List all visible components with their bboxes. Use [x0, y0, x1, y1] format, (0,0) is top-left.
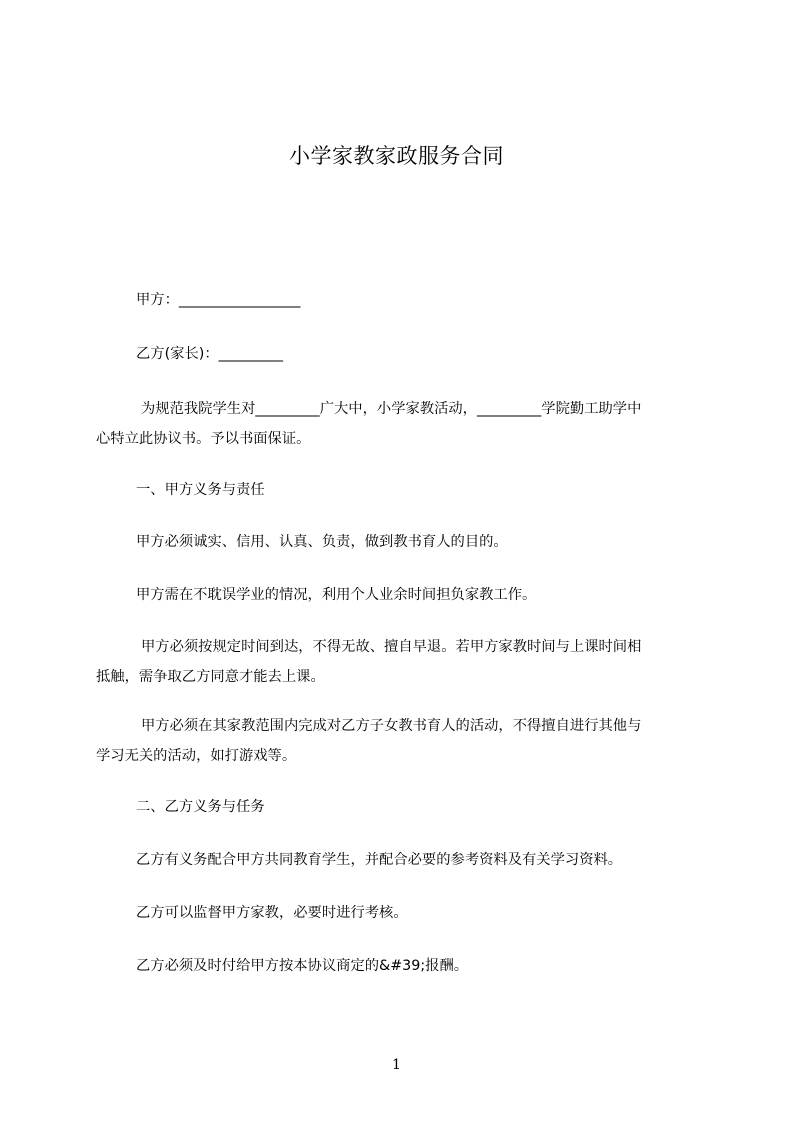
section-1-clause-3-line-1: 甲方必须按规定时间到达，不得无故、擅自早退。若甲方家教时间与上课时间相: [141, 639, 642, 655]
section-2-heading: 二、乙方义务与任务: [136, 799, 265, 815]
section-1-clause-4-line-2: 学习无关的活动，如打游戏等。: [96, 748, 297, 764]
section-2-clause-2: 乙方可以监督甲方家教，必要时进行考核。: [136, 905, 408, 921]
section-2-clause-1: 乙方有义务配合甲方共同教育学生，并配合必要的参考资料及有关学习资料。: [136, 852, 623, 868]
section-1-clause-1: 甲方必须诚实、信用、认真、负责，做到教书育人的目的。: [136, 534, 508, 550]
section-1-heading: 一、甲方义务与责任: [136, 482, 265, 498]
intro-paragraph: [96, 394, 711, 454]
party-b-line: 乙方(家长)：_________: [136, 346, 283, 362]
section-2-clause-3: 乙方必须及时付给甲方按本协议商定的&#39;报酬。: [136, 958, 469, 974]
page-number: 1: [392, 1057, 401, 1073]
document-title: 小学家教家政服务合同: [289, 144, 504, 168]
section-1-clause-3-line-2: 抵触，需争取乙方同意才能去上课。: [96, 669, 325, 685]
section-1-clause-3: [96, 632, 711, 692]
intro-line-2: 心特立此协议书。予以书面保证。: [96, 431, 311, 447]
section-1-clause-4: [96, 711, 711, 771]
intro-line-1: 为规范我院学生对_________广大中，小学家教活动，_________学院勤工助学中: [141, 401, 642, 417]
party-a-line: 甲方：_________________: [136, 292, 301, 308]
section-1-clause-2: 甲方需在不耽误学业的情况，利用个人业余时间担负家教工作。: [136, 587, 537, 603]
section-1-clause-4-line-1: 甲方必须在其家教范围内完成对乙方子女教书育人的活动，不得擅自进行其他与: [141, 718, 642, 734]
